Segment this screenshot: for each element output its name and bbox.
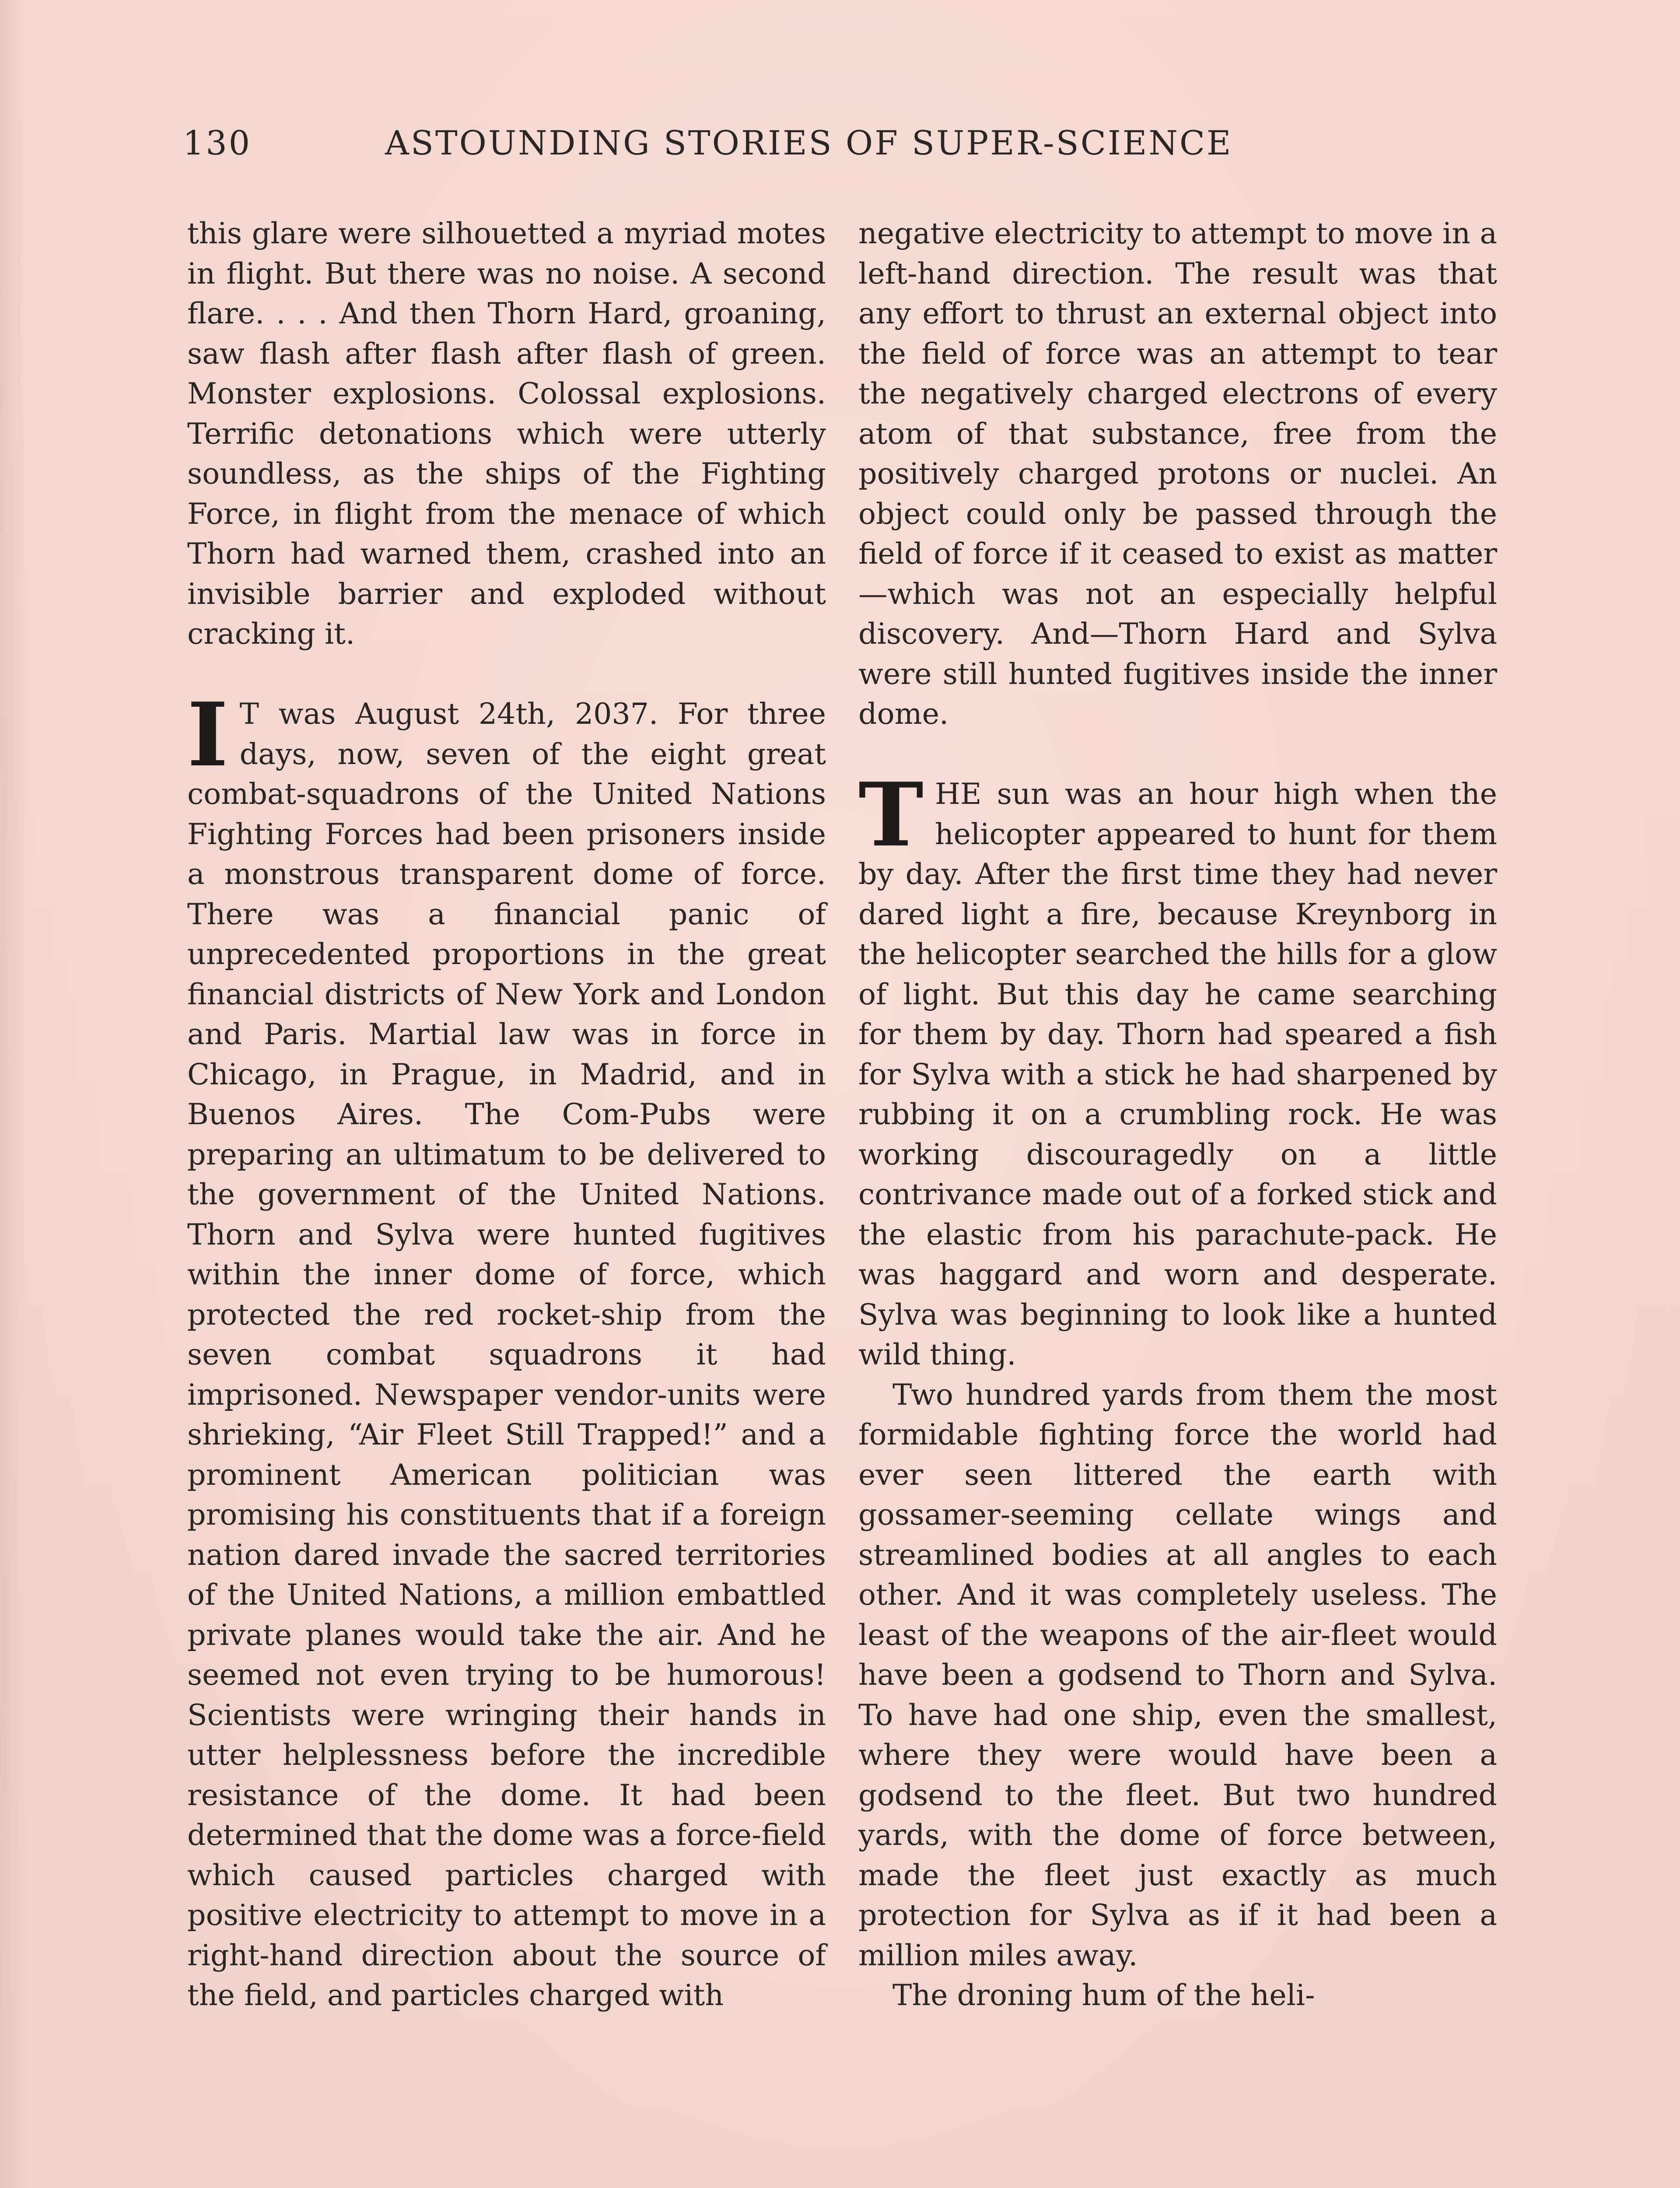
paragraph-with-dropcap — [187, 684, 826, 2016]
drop-cap: I — [187, 684, 228, 786]
page-number: 130 — [183, 123, 252, 162]
paragraph-text: HE sun was an hour high when the helicopter appeared to hunt for them by day. After the first time they had never dared light a fire, because Kreynborg in the helicopter searched the hills for a glow of light. But this day he came searching for them by day. Thorn had speared a fish for Sylva with a stick he had sharpened by rubbing it on a crumbling rock. He was working discouragedly on a little contrivance made out of a forked stick and the elastic from his parachute-pack. He was haggard and worn and desperate. Sylva was beginning to look like a hunted wild thing. — [858, 777, 1497, 1371]
paragraph: The droning hum of the heli- — [892, 1978, 1315, 2012]
page-header — [183, 123, 1500, 172]
paragraph: Two hundred yards from them the most formidable fighting force the world had ever seen littered the earth with gossamer-seeming cellate wings and streamlined bodies at all angles to each other. And it was completely useless. The least of the weapons of the air-fleet would have been a godsend to Thorn and Sylva. To have had one ship, even the smallest, where they were would have been a godsend to the fleet. But two hundred yards, with the dome of force between, made the fleet just exactly as much protection for Sylva as if it had been a million miles away. — [858, 1377, 1497, 1972]
paragraph: this glare were silhouetted a myriad motes in flight. But there was no noise. A second flare. . . . And then Thorn Hard, groaning, saw flash after flash after flash of green. Monster explosions. Colossal explosions. Terrific detonations which were utterly soundless, as the ships of the Fighting Force, in flight from the menace of which Thorn had warned them, crashed into an invisible barrier and exploded without cracking it. — [187, 216, 826, 651]
paragraph: negative electricity to attempt to move in a left-hand direction. The result was that any effort to thrust an external object into the field of force was an attempt to tear the negatively charged electrons of every atom of that substance, free from the positively charged protons or nuclei. An object could only be passed through the field of force if it ceased to exist as matter—which was not an especially helpful discovery. And—Thorn Hard and Sylva were still hunted fugitives inside the inner dome. — [858, 216, 1497, 731]
right-column — [858, 214, 1497, 2016]
paragraph-with-dropcap — [858, 764, 1497, 1375]
paragraph-text: T was August 24th, 2037. For three days, now, seven of the eight great combat-squadrons of the United Nations Fighting Forces had been prisoners inside a monstrous transparent dome of force. There was a financial panic of unprecedented proportions in the great financial districts of New York and London and Paris. Martial law was in force in Chicago, in Prague, in Madrid, and in Buenos Aires. The Com-Pubs were preparing an ultimatum to be delivered to the government of the United Nations. Thorn and Sylva were hunted fugitives within the inner dome of force, which protected the red rocket-ship from the seven combat squadrons it had imprisoned. Newspaper vendor-units were shrieking, “Air Fleet Still Trapped!” and a prominent American politician was promising his constituents that if a foreign nation dared invade the sacred territories of the United Nations, a million embattled private planes would take the air. And he seemed not even trying to be humorous! Scientists were wringing their hands in utter helplessness before the incredible resistance of the dome. It had been determined that the dome was a force-field which caused particles charged with positive electricity to attempt to move in a right-hand direction about the source of the field, and particles charged with — [187, 697, 826, 2012]
running-title: ASTOUNDING STORIES OF SUPER-SCIENCE — [385, 123, 1233, 162]
page-edge-shadow — [0, 0, 26, 2188]
drop-cap: T — [858, 764, 924, 866]
left-column — [187, 214, 826, 2016]
